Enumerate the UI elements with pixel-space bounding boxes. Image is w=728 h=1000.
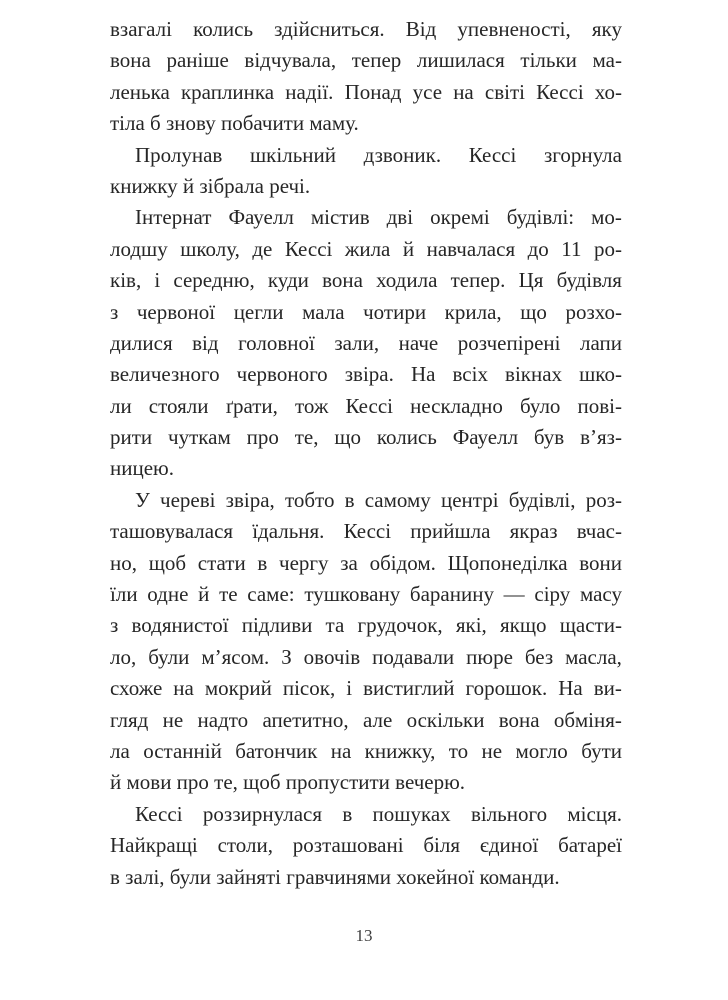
text-line: Інтернат Фауелл містив дві окремі будівлі: мо- — [135, 205, 622, 230]
text-line: схоже на мокрий пісок, і вистиглий горошок. На ви- — [110, 676, 622, 701]
text-line: но, щоб стати в чергу за обідом. Щопонеділка вони — [110, 550, 622, 575]
text-line: Найкращі столи, розташовані біля єдиної батареї — [110, 833, 622, 858]
text-line: величезного червоного звіра. На всіх вікнах шко- — [110, 362, 622, 387]
text-line: й мови про те, щоб пропустити вечерю. — [110, 770, 466, 795]
page-number: 13 — [355, 926, 373, 945]
text-line: дилися від головної зали, наче розчепірені лапи — [110, 330, 622, 355]
text-line: ли стояли ґрати, тож Кессі нескладно було пові- — [110, 393, 622, 418]
text-line: ленька краплинка надії. Понад усе на світі Кессі хо- — [110, 79, 622, 104]
text-line: У череві звіра, тобто в самому центрі будівлі, роз- — [135, 487, 622, 512]
text-line: гляд не надто апетитно, але оскільки вона обміня- — [110, 707, 622, 732]
text-line: вона раніше відчувала, тепер лишилася тільки ма- — [110, 48, 622, 73]
text-line: Пролунав шкільний дзвоник. Кессі згорнула — [135, 142, 622, 167]
text-line: їли одне й те саме: тушковану баранину — сіру масу — [110, 582, 622, 607]
text-line: ницею. — [110, 456, 174, 481]
text-line: тіла б знову побачити маму. — [110, 111, 359, 136]
text-line: взагалі колись здійсниться. Від упевненості, яку — [110, 17, 622, 41]
text-line: книжку й зібрала речі. — [110, 173, 311, 198]
text-line: рити чуткам про те, що колись Фауелл був в’яз- — [110, 425, 622, 450]
text-block — [110, 14, 622, 893]
text-line: з червоної цегли мала чотири крила, що розхо- — [110, 299, 622, 324]
text-line: ло, були м’ясом. З овочів подавали пюре без масла, — [110, 644, 622, 669]
text-line: в залі, були зайняті гравчинями хокейної команди. — [110, 864, 560, 889]
text-line: ташовувалася їдальня. Кессі прийшла якраз вчас- — [110, 519, 622, 544]
text-line: Кессі роззирнулася в пошуках вільного місця. — [135, 801, 622, 826]
text-line: лодшу школу, де Кессі жила й навчалася до 11 ро- — [110, 236, 622, 261]
text-line: з водянистої підливи та грудочок, які, якщо щасти- — [110, 613, 622, 638]
text-line: ків, і середню, куди вона ходила тепер. Ця будівля — [110, 268, 622, 293]
text-line: ла останній батончик на книжку, то не могло бути — [110, 738, 622, 763]
